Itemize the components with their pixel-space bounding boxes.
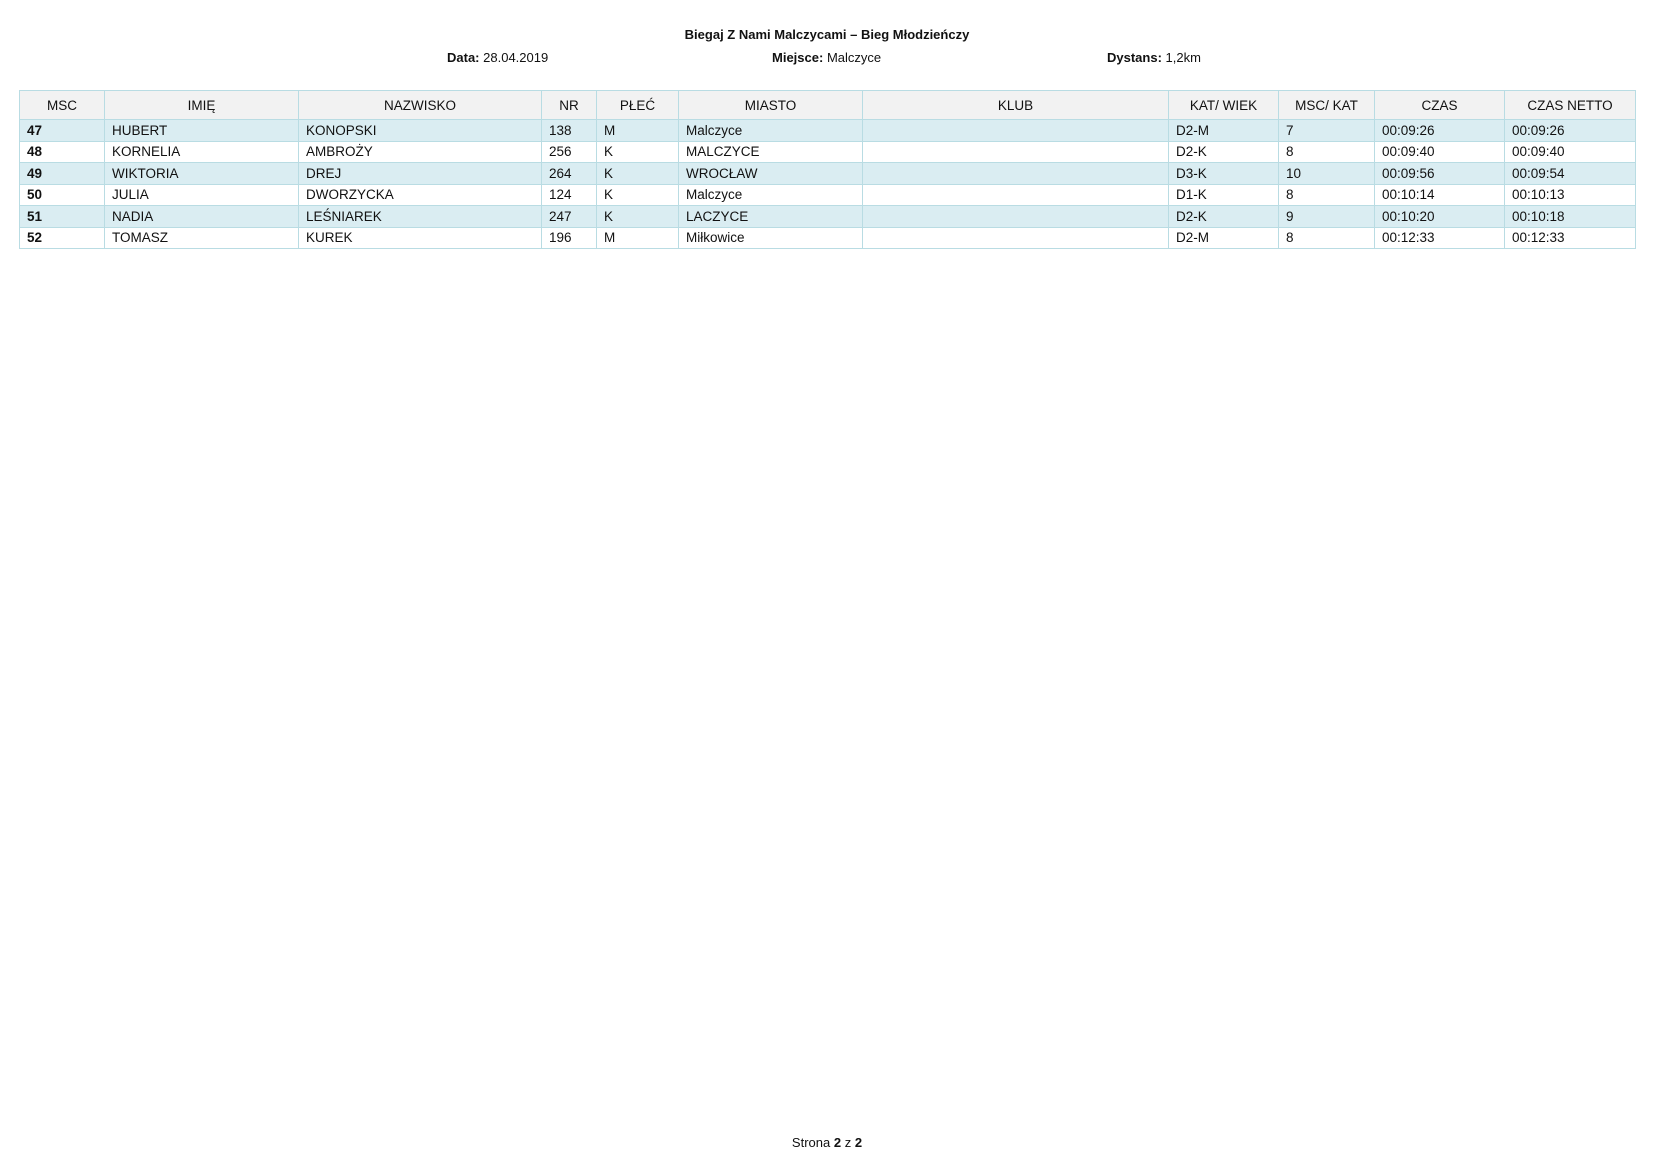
cell-nazwisko: LEŚNIAREK — [299, 206, 542, 228]
column-header-nr: NR — [542, 91, 597, 120]
cell-imie: JULIA — [105, 184, 299, 206]
cell-czas: 00:10:14 — [1375, 184, 1505, 206]
place-info — [772, 50, 881, 65]
cell-czas-netto: 00:10:18 — [1505, 206, 1636, 228]
cell-nazwisko: KUREK — [299, 227, 542, 249]
cell-imie: NADIA — [105, 206, 299, 228]
cell-msc: 52 — [20, 227, 105, 249]
date-info — [447, 50, 548, 65]
table-row — [20, 141, 1636, 163]
column-header-klub: KLUB — [863, 91, 1169, 120]
cell-imie: TOMASZ — [105, 227, 299, 249]
distance-info — [1107, 50, 1201, 65]
cell-msc-kat: 8 — [1279, 184, 1375, 206]
table-row — [20, 163, 1636, 185]
cell-nazwisko: KONOPSKI — [299, 120, 542, 142]
place-value: Malczyce — [826, 50, 882, 65]
cell-nr: 138 — [542, 120, 597, 142]
cell-msc: 49 — [20, 163, 105, 185]
cell-czas-netto: 00:09:40 — [1505, 141, 1636, 163]
column-header-nazwisko: NAZWISKO — [299, 91, 542, 120]
column-header-miasto: MIASTO — [679, 91, 863, 120]
cell-msc: 47 — [20, 120, 105, 142]
cell-miasto: MALCZYCE — [679, 141, 863, 163]
cell-msc-kat: 8 — [1279, 227, 1375, 249]
cell-czas: 00:09:26 — [1375, 120, 1505, 142]
date-label: Data: — [447, 50, 480, 65]
column-header-plec: PŁEĆ — [597, 91, 679, 120]
cell-msc-kat: 8 — [1279, 141, 1375, 163]
cell-czas-netto: 00:10:13 — [1505, 184, 1636, 206]
cell-kat-wiek: D2-K — [1169, 206, 1279, 228]
cell-miasto: WROCŁAW — [679, 163, 863, 185]
cell-klub — [863, 120, 1169, 142]
cell-klub — [863, 227, 1169, 249]
column-header-msc: MSC — [20, 91, 105, 120]
cell-nazwisko: AMBROŻY — [299, 141, 542, 163]
page-separator: z — [844, 1135, 852, 1150]
column-header-msc-kat: MSC/ KAT — [1279, 91, 1375, 120]
table-row — [20, 120, 1636, 142]
cell-czas: 00:09:40 — [1375, 141, 1505, 163]
cell-nazwisko: DREJ — [299, 163, 542, 185]
cell-msc-kat: 7 — [1279, 120, 1375, 142]
cell-klub — [863, 184, 1169, 206]
page-prefix: Strona — [791, 1135, 831, 1150]
distance-label: Dystans: — [1107, 50, 1162, 65]
cell-nazwisko: DWORZYCKA — [299, 184, 542, 206]
table-row — [20, 184, 1636, 206]
cell-msc: 48 — [20, 141, 105, 163]
column-header-czas: CZAS — [1375, 91, 1505, 120]
cell-nr: 264 — [542, 163, 597, 185]
table-row — [20, 227, 1636, 249]
page-total: 2 — [854, 1135, 863, 1150]
cell-nr: 196 — [542, 227, 597, 249]
cell-plec: K — [597, 206, 679, 228]
cell-klub — [863, 206, 1169, 228]
cell-plec: M — [597, 227, 679, 249]
cell-miasto: Malczyce — [679, 120, 863, 142]
cell-kat-wiek: D2-M — [1169, 227, 1279, 249]
cell-kat-wiek: D2-K — [1169, 141, 1279, 163]
cell-plec: K — [597, 163, 679, 185]
cell-czas-netto: 00:09:26 — [1505, 120, 1636, 142]
cell-msc-kat: 10 — [1279, 163, 1375, 185]
page-title: Biegaj Z Nami Malczycami – Bieg Młodzieńczy — [684, 27, 970, 42]
cell-msc: 51 — [20, 206, 105, 228]
header-row — [20, 91, 1636, 120]
cell-plec: K — [597, 141, 679, 163]
cell-imie: HUBERT — [105, 120, 299, 142]
column-header-imie: IMIĘ — [105, 91, 299, 120]
column-header-kat-wiek: KAT/ WIEK — [1169, 91, 1279, 120]
page-current: 2 — [833, 1135, 842, 1150]
cell-miasto: Malczyce — [679, 184, 863, 206]
cell-plec: K — [597, 184, 679, 206]
table-row — [20, 206, 1636, 228]
cell-nr: 124 — [542, 184, 597, 206]
cell-czas: 00:09:56 — [1375, 163, 1505, 185]
cell-miasto: LACZYCE — [679, 206, 863, 228]
column-header-czas-netto: CZAS NETTO — [1505, 91, 1636, 120]
cell-czas-netto: 00:09:54 — [1505, 163, 1636, 185]
cell-nr: 256 — [542, 141, 597, 163]
cell-msc: 50 — [20, 184, 105, 206]
cell-imie: KORNELIA — [105, 141, 299, 163]
cell-msc-kat: 9 — [1279, 206, 1375, 228]
date-value: 28.04.2019 — [483, 50, 549, 65]
cell-czas: 00:12:33 — [1375, 227, 1505, 249]
cell-kat-wiek: D1-K — [1169, 184, 1279, 206]
cell-klub — [863, 163, 1169, 185]
cell-czas-netto: 00:12:33 — [1505, 227, 1636, 249]
cell-imie: WIKTORIA — [105, 163, 299, 185]
distance-value: 1,2km — [1165, 50, 1201, 65]
cell-klub — [863, 141, 1169, 163]
cell-czas: 00:10:20 — [1375, 206, 1505, 228]
cell-nr: 247 — [542, 206, 597, 228]
cell-miasto: Miłkowice — [679, 227, 863, 249]
page-footer — [0, 1135, 1654, 1150]
place-label: Miejsce: — [772, 50, 824, 65]
results-table — [19, 90, 1636, 249]
cell-kat-wiek: D2-M — [1169, 120, 1279, 142]
cell-plec: M — [597, 120, 679, 142]
cell-kat-wiek: D3-K — [1169, 163, 1279, 185]
